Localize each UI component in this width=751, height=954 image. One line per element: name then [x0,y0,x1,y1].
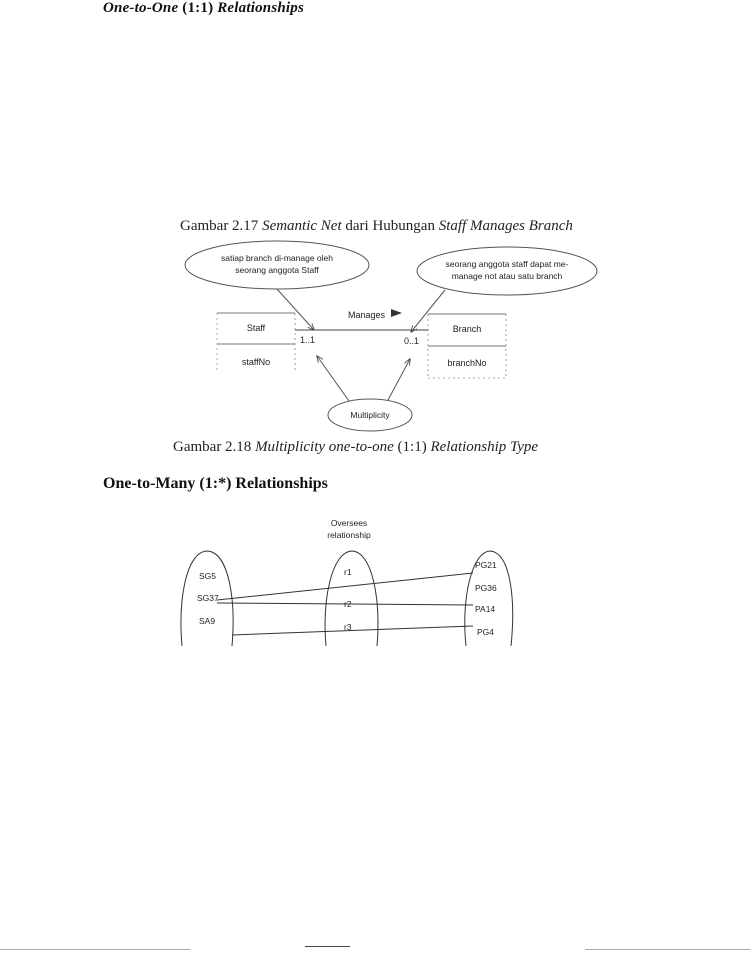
right-item: PG4 [477,627,495,637]
middle-item: r1 [344,567,352,577]
right-item: PA14 [475,604,496,614]
direction-triangle-icon [391,309,402,317]
heading-one-to-one-italic: One-to-One [103,0,179,16]
mapping-line [232,626,473,635]
caption-prefix: Gambar 2.17 [180,218,263,234]
caption-italic: Relationship Type [430,439,539,455]
multiplicity-arrow-right [388,359,410,400]
oversees-title-line1: Oversees [330,518,368,528]
heading-one-to-one-tail: Relationships [217,0,305,16]
caption-italic: Multiplicity one-to-one [255,439,394,455]
note-right-line2: manage not atau satu branch [451,271,563,281]
note-left-line1: satiap branch di-manage oleh [221,253,333,263]
note-left-arrow [277,289,314,330]
heading-one-to-many: One-to-Many (1:*) Relationships [103,475,328,492]
middle-item: r3 [344,622,352,632]
entity-branch-attr: branchNo [447,358,487,368]
scan-artifact [585,949,750,950]
right-item: PG21 [475,560,497,570]
manages-label: Manages [348,310,386,320]
heading-one-to-one-plain: (1:1) [178,0,218,16]
left-item: SG37 [197,593,219,603]
note-right-line1: seorang anggota staff dapat me- [445,259,569,269]
right-item: PG36 [475,583,497,593]
scan-artifact [0,949,190,950]
caption-italic: Staff Manages Branch [438,218,573,234]
mapping-line [217,573,473,600]
entity-staff-attr: staffNo [241,357,271,367]
entity-branch [428,314,506,378]
entity-branch-name: Branch [452,324,482,334]
figure-2-18-caption [173,439,538,456]
left-item: SG5 [199,571,217,581]
caption-middle: (1:1) [393,439,431,455]
oversees-title-line2: relationship [327,530,371,540]
mult-left: 1..1 [300,335,316,345]
scan-artifact [305,946,350,947]
caption-italic: Semantic Net [262,218,342,234]
multiplicity-label: Multiplicity [350,410,390,420]
caption-prefix: Gambar 2.18 [173,439,256,455]
entity-staff-name: Staff [246,323,266,333]
left-item: SA9 [199,616,216,626]
oversees-diagram [181,518,513,646]
mult-right: 0..1 [404,336,420,346]
multiplicity-arrow-left [317,356,349,401]
note-left-line2: seorang anggota Staff [235,265,319,275]
entity-staff [217,313,295,370]
caption-middle: dari Hubungan [341,218,439,234]
